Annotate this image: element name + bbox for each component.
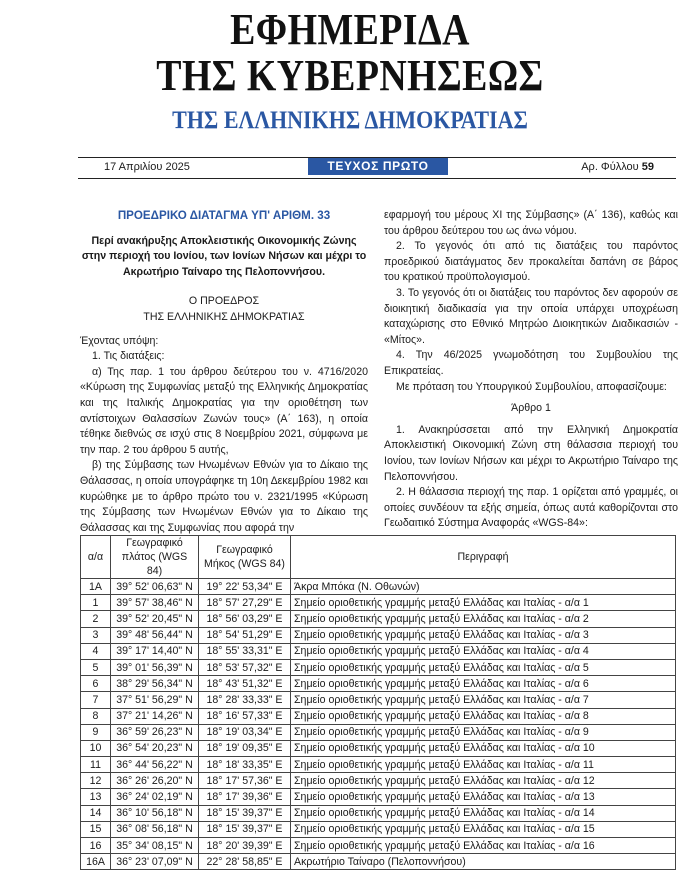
cell-latitude: 36° 26' 26,20" N — [111, 773, 199, 789]
paragraph: Έχοντας υπόψη: — [80, 334, 159, 347]
cell-description: Σημείο οριοθετικής γραμμής μεταξύ Ελλάδας και Ιταλίας - α/α 7 — [291, 692, 676, 708]
cell-index: 16Α — [81, 854, 111, 870]
table-row — [81, 627, 676, 643]
paragraph: 3. Το γεγονός ότι οι διατάξεις του παρόντος δεν αφορούν σε διοικητική διαδικασία για την οποία υπάρχει υποχρέωση καταχώρισης στο Εθνικό Μητρώο Διοικητικών Διαδικασιών - «Μίτος». — [384, 286, 678, 346]
table-header-row — [81, 536, 676, 579]
cell-latitude: 37° 21' 14,26" N — [111, 708, 199, 724]
cell-description: Σημείο οριοθετικής γραμμής μεταξύ Ελλάδας και Ιταλίας - α/α 5 — [291, 659, 676, 675]
cell-longitude: 18° 56' 03,29" E — [199, 611, 291, 627]
cell-index: 11 — [81, 757, 111, 773]
header-latitude: Γεωγραφικό πλάτος (WGS 84) — [111, 536, 199, 579]
cell-latitude: 39° 17' 14,40" N — [111, 643, 199, 659]
president-heading-2: ΤΗΣ ΕΛΛΗΝΙΚΗΣ ΔΗΜΟΚΡΑΤΙΑΣ — [143, 310, 305, 323]
coordinates-table — [80, 535, 676, 870]
cell-index: 4 — [81, 643, 111, 659]
header-description: Περιγραφή — [291, 536, 676, 579]
cell-latitude: 38° 29' 56,34" N — [111, 676, 199, 692]
cell-latitude: 36° 54' 20,23" N — [111, 740, 199, 756]
cell-latitude: 36° 59' 26,23" N — [111, 724, 199, 740]
cell-description: Σημείο οριοθετικής γραμμής μεταξύ Ελλάδας και Ιταλίας - α/α 15 — [291, 821, 676, 837]
cell-description: Σημείο οριοθετικής γραμμής μεταξύ Ελλάδας και Ιταλίας - α/α 1 — [291, 595, 676, 611]
cell-latitude: 36° 44' 56,22" N — [111, 757, 199, 773]
cell-longitude: 18° 28' 33,33" E — [199, 692, 291, 708]
table-row — [81, 676, 676, 692]
masthead-title-line1: ΕΦΗΜΕΡΙΔΑ — [230, 5, 470, 54]
sheet-value: 59 — [641, 161, 654, 173]
table-row — [81, 789, 676, 805]
cell-latitude: 37° 51' 56,29" N — [111, 692, 199, 708]
cell-longitude: 18° 54' 51,29" E — [199, 627, 291, 643]
cell-latitude: 36° 10' 56,18" N — [111, 805, 199, 821]
table-row — [81, 579, 676, 595]
table-row — [81, 854, 676, 870]
table-body — [81, 579, 676, 870]
cell-description: Σημείο οριοθετικής γραμμής μεταξύ Ελλάδας και Ιταλίας - α/α 9 — [291, 724, 676, 740]
table-row — [81, 773, 676, 789]
table-row — [81, 659, 676, 675]
header-index: α/α — [81, 536, 111, 579]
cell-index: 10 — [81, 740, 111, 756]
cell-index: 1Α — [81, 579, 111, 595]
cell-description: Σημείο οριοθετικής γραμμής μεταξύ Ελλάδας και Ιταλίας - α/α 13 — [291, 789, 676, 805]
cell-description: Σημείο οριοθετικής γραμμής μεταξύ Ελλάδας και Ιταλίας - α/α 8 — [291, 708, 676, 724]
table-row — [81, 805, 676, 821]
cell-longitude: 18° 17' 57,36" E — [199, 773, 291, 789]
table-row — [81, 757, 676, 773]
paragraph: εφαρμογή του μέρους XI της Σύμβασης» (Α΄ 136), καθώς και του άρθρου δεύτερου του ως άνω νόμου. — [384, 209, 678, 237]
cell-longitude: 18° 57' 27,29" E — [199, 595, 291, 611]
paragraph: 1. Ανακηρύσσεται από την Ελληνική Δημοκρατία Αποκλειστική Οικονομική Ζώνη στη θάλασσια περιοχή του Ιονίου, των Ιονίων Νήσων και μέχρι το Ακρωτήριο Ταίναρο της Πελοποννήσου. — [384, 423, 678, 483]
cell-description: Σημείο οριοθετικής γραμμής μεταξύ Ελλάδας και Ιταλίας - α/α 16 — [291, 838, 676, 854]
table-row — [81, 708, 676, 724]
cell-latitude: 39° 01' 56,39" N — [111, 659, 199, 675]
cell-latitude: 39° 52' 06,63" N — [111, 579, 199, 595]
cell-index: 13 — [81, 789, 111, 805]
cell-latitude: 36° 08' 56,18" N — [111, 821, 199, 837]
paragraph: 1. Τις διατάξεις: — [92, 350, 165, 363]
cell-longitude: 18° 18' 33,35" E — [199, 757, 291, 773]
cell-index: 1 — [81, 595, 111, 611]
paragraph: 2. Η θάλασσια περιοχή της παρ. 1 ορίζεται από γραμμές, οι οποίες συνδέουν τα εξής σημεία, όπως αυτά καθορίζονται στο Γεωδαιτικό Σύστημα Αναφοράς «WGS-84»: — [384, 486, 678, 530]
paragraph: β) της Σύμβασης των Ηνωμένων Εθνών για το Δίκαιο της Θάλασσας, η οποία υπογράφηκε τη 10η Δεκεμβρίου 1982 και κυρώθηκε με το άρθρο πρώτο του ν. 2321/1995 «Κύρωση της Σύμβασης των Ηνωμένων Εθνών για το Δίκαιο της Θάλασσας και της Συμφωνίας που αφορά την — [80, 459, 368, 534]
sheet-label: Αρ. Φύλλου — [581, 161, 639, 173]
cell-longitude: 22° 28' 58,85" E — [199, 854, 291, 870]
table-row — [81, 595, 676, 611]
article-heading: Άρθρο 1 — [511, 402, 551, 415]
cell-index: 14 — [81, 805, 111, 821]
issue-date-bar — [78, 157, 676, 179]
cell-latitude: 36° 24' 02,19" N — [111, 789, 199, 805]
cell-latitude: 39° 57' 38,46" N — [111, 595, 199, 611]
cell-latitude: 39° 48' 56,44" N — [111, 627, 199, 643]
cell-longitude: 18° 15' 39,37" E — [199, 821, 291, 837]
cell-description: Σημείο οριοθετικής γραμμής μεταξύ Ελλάδας και Ιταλίας - α/α 3 — [291, 627, 676, 643]
cell-longitude: 18° 15' 39,37" E — [199, 805, 291, 821]
decree-title: ΠΡΟΕΔΡΙΚΟ ΔΙΑΤΑΓΜΑ ΥΠ' ΑΡΙΘΜ. 33 — [117, 209, 331, 222]
cell-index: 16 — [81, 838, 111, 854]
table-row — [81, 838, 676, 854]
cell-description: Ακρωτήριο Ταίναρο (Πελοποννήσου) — [291, 854, 676, 870]
cell-longitude: 18° 43' 51,32" E — [199, 676, 291, 692]
table-row — [81, 740, 676, 756]
right-column — [384, 208, 678, 532]
cell-longitude: 19° 22' 53,34" E — [199, 579, 291, 595]
cell-description: Σημείο οριοθετικής γραμμής μεταξύ Ελλάδας και Ιταλίας - α/α 6 — [291, 676, 676, 692]
cell-longitude: 18° 19' 03,34" E — [199, 724, 291, 740]
cell-longitude: 18° 53' 57,32" E — [199, 659, 291, 675]
cell-latitude: 39° 52' 20,45" N — [111, 611, 199, 627]
cell-index: 12 — [81, 773, 111, 789]
cell-longitude: 18° 16' 57,33" E — [199, 708, 291, 724]
cell-index: 9 — [81, 724, 111, 740]
cell-description: Σημείο οριοθετικής γραμμής μεταξύ Ελλάδας και Ιταλίας - α/α 10 — [291, 740, 676, 756]
cell-description: Σημείο οριοθετικής γραμμής μεταξύ Ελλάδας και Ιταλίας - α/α 11 — [291, 757, 676, 773]
cell-longitude: 18° 20' 39,39" E — [199, 838, 291, 854]
header-longitude: Γεωγραφικό Μήκος (WGS 84) — [199, 536, 291, 579]
cell-index: 15 — [81, 821, 111, 837]
table-row — [81, 611, 676, 627]
table-row — [81, 643, 676, 659]
paragraph: Με πρόταση του Υπουργικού Συμβουλίου, αποφασίζουμε: — [396, 380, 667, 393]
issue-date: 17 Απριλίου 2025 — [104, 161, 190, 173]
cell-index: 6 — [81, 676, 111, 692]
masthead-title-line2: ΤΗΣ ΚΥΒΕΡΝΗΣΕΩΣ — [156, 51, 544, 100]
cell-description: Άκρα Μπόκα (Ν. Οθωνών) — [291, 579, 676, 595]
cell-longitude: 18° 55' 33,31" E — [199, 643, 291, 659]
masthead-subtitle: ΤΗΣ ΕΛΛΗΝΙΚΗΣ ΔΗΜΟΚΡΑΤΙΑΣ — [172, 107, 528, 134]
decree-subject: Περί ανακήρυξης Αποκλειστικής Οικονομικής Ζώνης στην περιοχή του Ιονίου, των Ιονίων Νήσων και μέχρι το Ακρωτήριο Ταίναρο της Πελοποννήσου. — [81, 234, 367, 278]
table-row — [81, 724, 676, 740]
left-column — [80, 208, 368, 536]
paragraph: α) Της παρ. 1 του άρθρου δεύτερου του ν. 4716/2020 «Κύρωση της Συμφωνίας μεταξύ της Ελληνικής Δημοκρατίας και της Ιταλικής Δημοκρατίας για την οριοθέτηση των αντίστοιχων Θαλασσίων Ζωνών τους» (Α΄ 163), η οποία τέθηκε διεθνώς σε ισχύ στις 8 Νοεμβρίου 2021, σύμφωνα με την παρ. 2 του άρθρου 5 αυτής, — [80, 365, 368, 456]
coordinates-table-wrapper — [80, 535, 676, 870]
issue-label: ΤΕΥΧΟΣ ΠΡΩΤΟ — [308, 158, 448, 175]
cell-description: Σημείο οριοθετικής γραμμής μεταξύ Ελλάδας και Ιταλίας - α/α 4 — [291, 643, 676, 659]
cell-latitude: 36° 23' 07,09" N — [111, 854, 199, 870]
table-row — [81, 692, 676, 708]
table-row — [81, 821, 676, 837]
president-heading-1: Ο ΠΡΟΕΔΡΟΣ — [188, 295, 260, 308]
cell-index: 7 — [81, 692, 111, 708]
cell-description: Σημείο οριοθετικής γραμμής μεταξύ Ελλάδας και Ιταλίας - α/α 12 — [291, 773, 676, 789]
cell-description: Σημείο οριοθετικής γραμμής μεταξύ Ελλάδας και Ιταλίας - α/α 14 — [291, 805, 676, 821]
paragraph: 4. Την 46/2025 γνωμοδότηση του Συμβουλίου της Επικρατείας. — [384, 349, 678, 377]
cell-description: Σημείο οριοθετικής γραμμής μεταξύ Ελλάδας και Ιταλίας - α/α 2 — [291, 611, 676, 627]
cell-index: 8 — [81, 708, 111, 724]
cell-index: 2 — [81, 611, 111, 627]
cell-latitude: 35° 34' 08,15" N — [111, 838, 199, 854]
cell-longitude: 18° 17' 39,36" E — [199, 789, 291, 805]
sheet-number — [581, 161, 654, 173]
masthead — [0, 0, 700, 160]
cell-index: 5 — [81, 659, 111, 675]
paragraph: 2. Το γεγονός ότι από τις διατάξεις του παρόντος προεδρικού διατάγματος δεν προκαλείται δαπάνη σε βάρος του κρατικού προϋπολογισμού. — [384, 240, 678, 284]
cell-longitude: 18° 19' 09,35" E — [199, 740, 291, 756]
cell-index: 3 — [81, 627, 111, 643]
bottom-rule — [78, 178, 676, 179]
